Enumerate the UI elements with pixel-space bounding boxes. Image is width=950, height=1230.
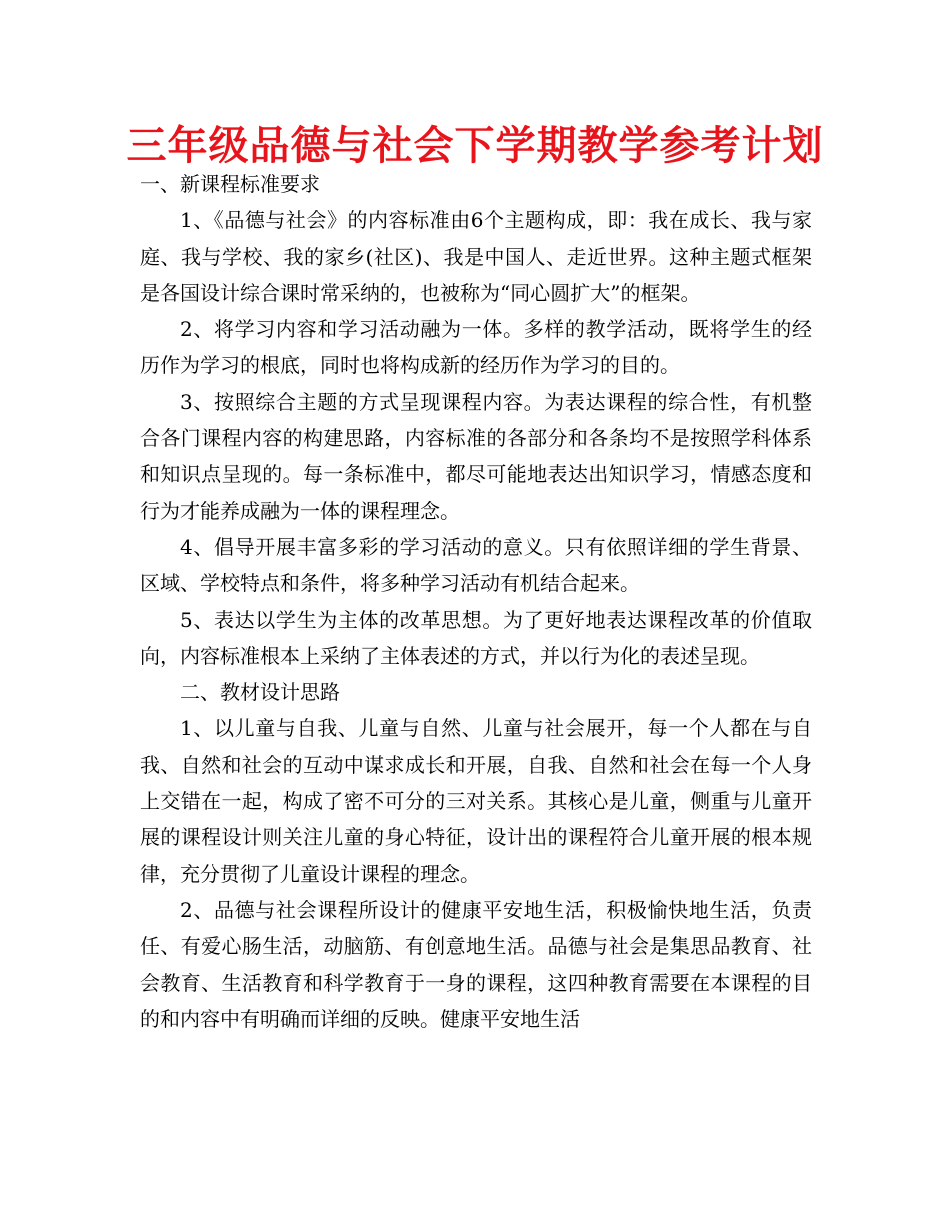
paragraph: 1、以儿童与自我、儿童与自然、儿童与社会展开，每一个人都在与自我、自然和社会的互动中谋求成长和开展，自我、自然和社会在每一个人身上交错在一起，构成了密不可分的三对关系。其核心是儿童，侧重与儿童开展的课程设计则关注儿童的身心特征，设计出的课程符合儿童开展的根本规律，充分贯彻了儿童设计课程的理念。 [140, 716, 812, 886]
document-body [140, 166, 812, 1037]
paragraph: 4、倡导开展丰富多彩的学习活动的意义。只有依照详细的学生背景、区域、学校特点和条件，将多种学习活动有机结合起来。 [140, 534, 812, 596]
paragraph: 二、教材设计思路 [180, 680, 340, 705]
paragraph: 5、表达以学生为主体的改革思想。为了更好地表达课程改革的价值取向，内容标准根本上采纳了主体表述的方式，并以行为化的表述呈现。 [140, 607, 812, 668]
paragraph: 2、品德与社会课程所设计的健康平安地生活，积极愉快地生活，负责任、有爱心肠生活，动脑筋、有创意地生活。品德与社会是集思品教育、社会教育、生活教育和科学教育于一身的课程，这四种教育需要在本课程的目的和内容中有明确而详细的反映。健康平安地生活 [140, 897, 812, 1031]
document-title: 三年级品德与社会下学期教学参考计划 [126, 123, 824, 169]
paragraph: 2、将学习内容和学习活动融为一体。多样的教学活动，既将学生的经历作为学习的根底，同时也将构成新的经历作为学习的目的。 [140, 317, 812, 378]
paragraph: 一、新课程标准要求 [140, 172, 320, 196]
paragraph: 1、《品德与社会》的内容标准由6个主题构成，即：我在成长、我与家庭、我与学校、我的家乡(社区)、我是中国人、走近世界。这种主题式框架是各国设计综合课时常采纳的，也被称为“同心圆扩大”的框架。 [140, 208, 812, 305]
paragraph: 3、按照综合主题的方式呈现课程内容。为表达课程的综合性，有机整合各门课程内容的构建思路，内容标准的各部分和各条均不是按照学科体系和知识点呈现的。每一条标准中，都尽可能地表达出知识学习，情感态度和行为才能养成融为一体的课程理念。 [140, 389, 812, 523]
